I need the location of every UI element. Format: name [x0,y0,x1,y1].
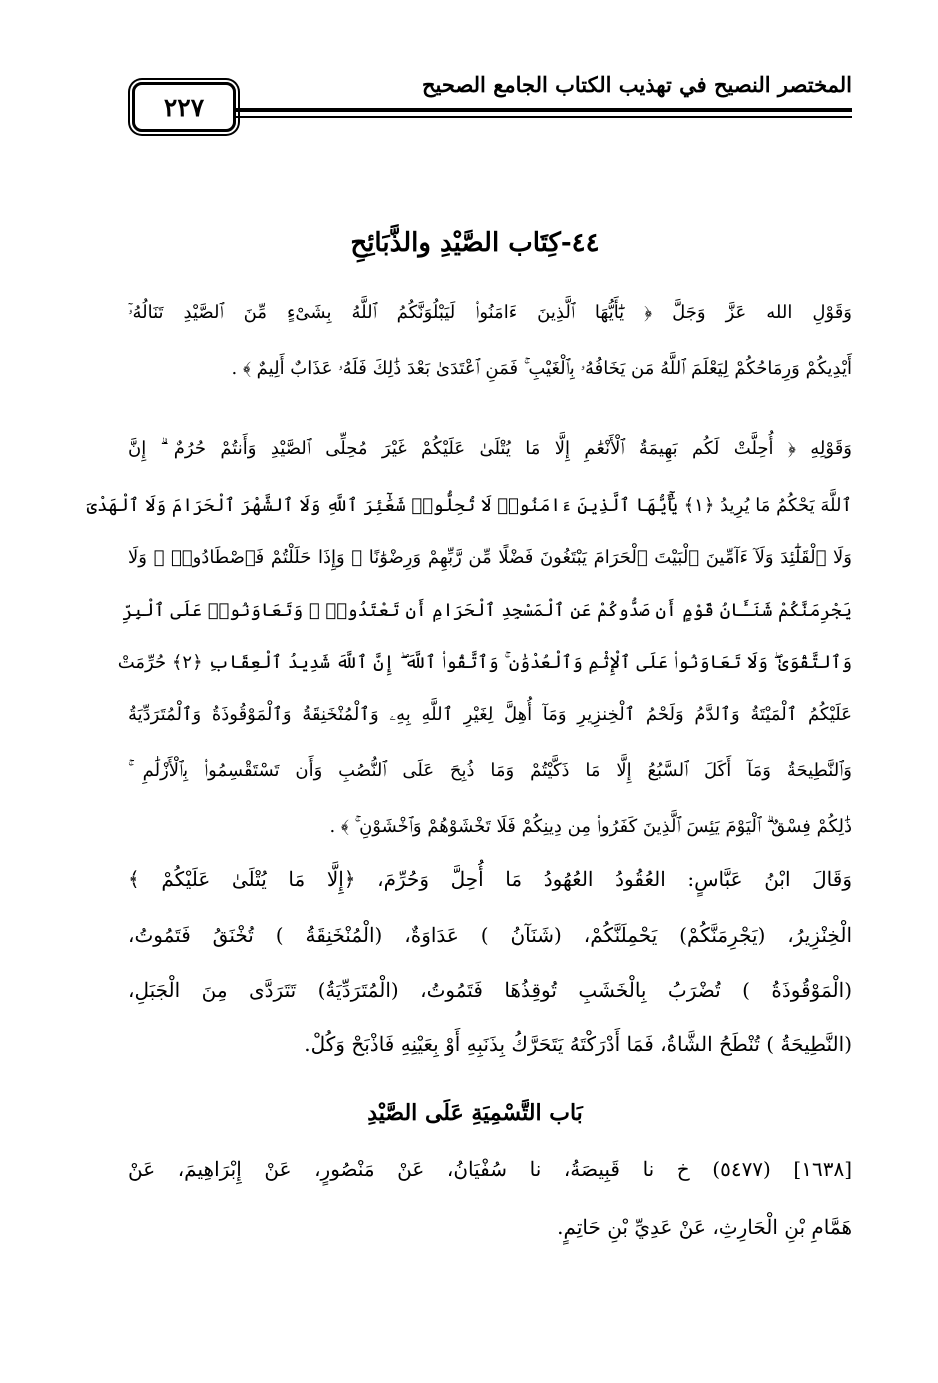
hadith-line: هَمَّامِ بْنِ الْحَارِثِ، عَنْ عَدِيِّ بْنِ حَاتِمٍ. [557,1215,852,1239]
text-line: وَٱلتَّقْوَىٰ ۖ وَلَا تَعَاوَنُوا۟ عَلَى ٱلْإِثْمِ وَٱلْعُدْوَٰنِ ۚ وَٱتَّقُوا۟ ٱللَّهَ ۖ إِنَّ ٱللَّهَ شَدِيدُ ٱلْعِقَابِ ﴿٢﴾ حُرِّمَتْ [117,652,852,673]
text-line: وَلَا ٱلْقَلَٰٓئِدَ وَلَآ ءَآمِّينَ ٱلْبَيْتَ ٱلْحَرَامَ يَبْتَغُونَ فَضْلًا مِّن رَّبِّهِمْ وَرِضْوَٰنًا ۚ وَإِذَا حَلَلْتُمْ فَٱصْطَادُوا۟ ۚ وَلَا [128,547,852,568]
text-line: وَقَالَ ابْنُ عَبَّاسٍ: العُقُودُ العُهُودُ مَا أُحِلَّ وَحُرِّمَ، ﴿إِلَّا مَا يُتْلَىٰ عَلَيْكُمْ ﴾ [128,867,852,891]
header-rule-thick [236,108,852,112]
page-number: ٢٢٧ [163,92,205,122]
page-number-box [132,82,236,132]
text-line: ذَٰلِكُمْ فِسْقٌ ۗ ٱلْيَوْمَ يَئِسَ ٱلَّذِينَ كَفَرُوا۟ مِن دِينِكُمْ فَلَا تَخْشَوْهُمْ وَٱخْشَوْنِ ۚ ﴾ . [329,816,852,837]
text-line: يَجْرِمَنَّكُمْ شَنَـَٔانُ قَوْمٍ أَن صَدُّوكُمْ عَنِ ٱلْمَسْجِدِ ٱلْحَرَامِ أَن تَعْتَدُوا۟ ۘ وَتَعَاوَنُوا۟ عَلَى ٱلْبِرِّ [122,600,852,621]
text-line: (النَّطِيحَةُ ) تُنْطَحُ الشَّاةُ، فَمَا أَدْرَكْتَهُ يَتَحَرَّكُ بِذَنَبِهِ أَوْ بِعَيْنِهِ فَاذْبَحْ وَكُلْ. [304,1032,852,1056]
running-header [128,68,852,138]
hadith-line: [١٦٣٨] (٥٤٧٧) خ نا قَبِيصَةُ، نا سُفْيَانُ، عَنْ مَنْصُورٍ، عَنْ إِبْرَاهِيمَ، عَنْ [128,1157,852,1181]
section-title: بَاب التَّسْمِيَةِ عَلَى الصَّيْدِ [367,1100,583,1126]
text-line: الْخِنْزِيرُ، (يَجْرِمَنَّكُمْ) يَحْمِلَنَّكُمْ، (شَنَآنُ ) عَدَاوَةٌ، (الْمُنْخَنِقَةُ ) تُخْنَقُ فَتَمُوتُ، [128,923,852,947]
text-line: وَقَوْلِهِ ﴿ أُحِلَّتْ لَكُم بَهِيمَةُ ٱلْأَنْعَٰمِ إِلَّا مَا يُتْلَىٰ عَلَيْكُمْ غَيْرَ مُحِلِّى ٱلصَّيْدِ وَأَنتُمْ حُرُمٌ ۗ إِنَّ [128,438,852,459]
text-line: عَلَيْكُمُ ٱلْمَيْتَةُ وَٱلدَّمُ وَلَحْمُ ٱلْخِنزِيرِ وَمَآ أُهِلَّ لِغَيْرِ ٱللَّهِ بِهِۦ وَٱلْمُنْخَنِقَةُ وَٱلْمَوْقُوذَةُ وَٱلْمُتَرَدِّيَةُ [128,704,852,725]
text-line: وَٱلنَّطِيحَةُ وَمَآ أَكَلَ ٱلسَّبُعُ إِلَّا مَا ذَكَّيْتُمْ وَمَا ذُبِحَ عَلَى ٱلنُّصُبِ وَأَن تَسْتَقْسِمُوا۟ بِٱلْأَزْلَٰمِ ۚ [128,760,852,781]
book-title: المختصر النصيح في تهذيب الكتاب الجامع الصحيح [422,72,852,97]
text-line: أَيْدِيكُمْ وَرِمَاحُكُمْ لِيَعْلَمَ ٱللَّهُ مَن يَخَافُهُۥ بِٱلْغَيْبِ ۚ فَمَنِ ٱعْتَدَىٰ بَعْدَ ذَٰلِكَ فَلَهُۥ عَذَابٌ أَلِيمٌ ﴾ . [231,358,852,379]
text-line: وَقَوْلِ الله عَزَّ وَجَلَّ ﴿ يَٰٓأَيُّهَا ٱلَّذِينَ ءَامَنُوا۟ لَيَبْلُوَنَّكُمُ ٱللَّهُ بِشَىْءٍ مِّنَ ٱلصَّيْدِ تَنَالُهُۥٓ [128,302,852,323]
header-rule-thin [236,116,852,118]
text-line: (الْمَوْقُوذَةُ ) تُضْرَبُ بِالْخَشَبِ تُوقِذُهَا فَتَمُوتُ، (الْمُتَرَدِّيَةُ) تَتَرَدَّى مِنَ الْجَبَلِ، [128,978,852,1002]
chapter-title: ٤٤-كِتَاب الصَّيْدِ والذَّبَائِحِ [350,228,600,258]
text-line: ٱللَّهَ يَحْكُمُ مَا يُرِيدُ ﴿١﴾ يَٰٓأَيُّهَا ٱلَّذِينَ ءَامَنُوا۟ لَا تُحِلُّوا۟ شَعَٰٓئِرَ ٱللَّهِ وَلَا ٱلشَّهْرَ ٱلْحَرَامَ وَلَا ٱلْهَدْىَ [86,495,852,516]
